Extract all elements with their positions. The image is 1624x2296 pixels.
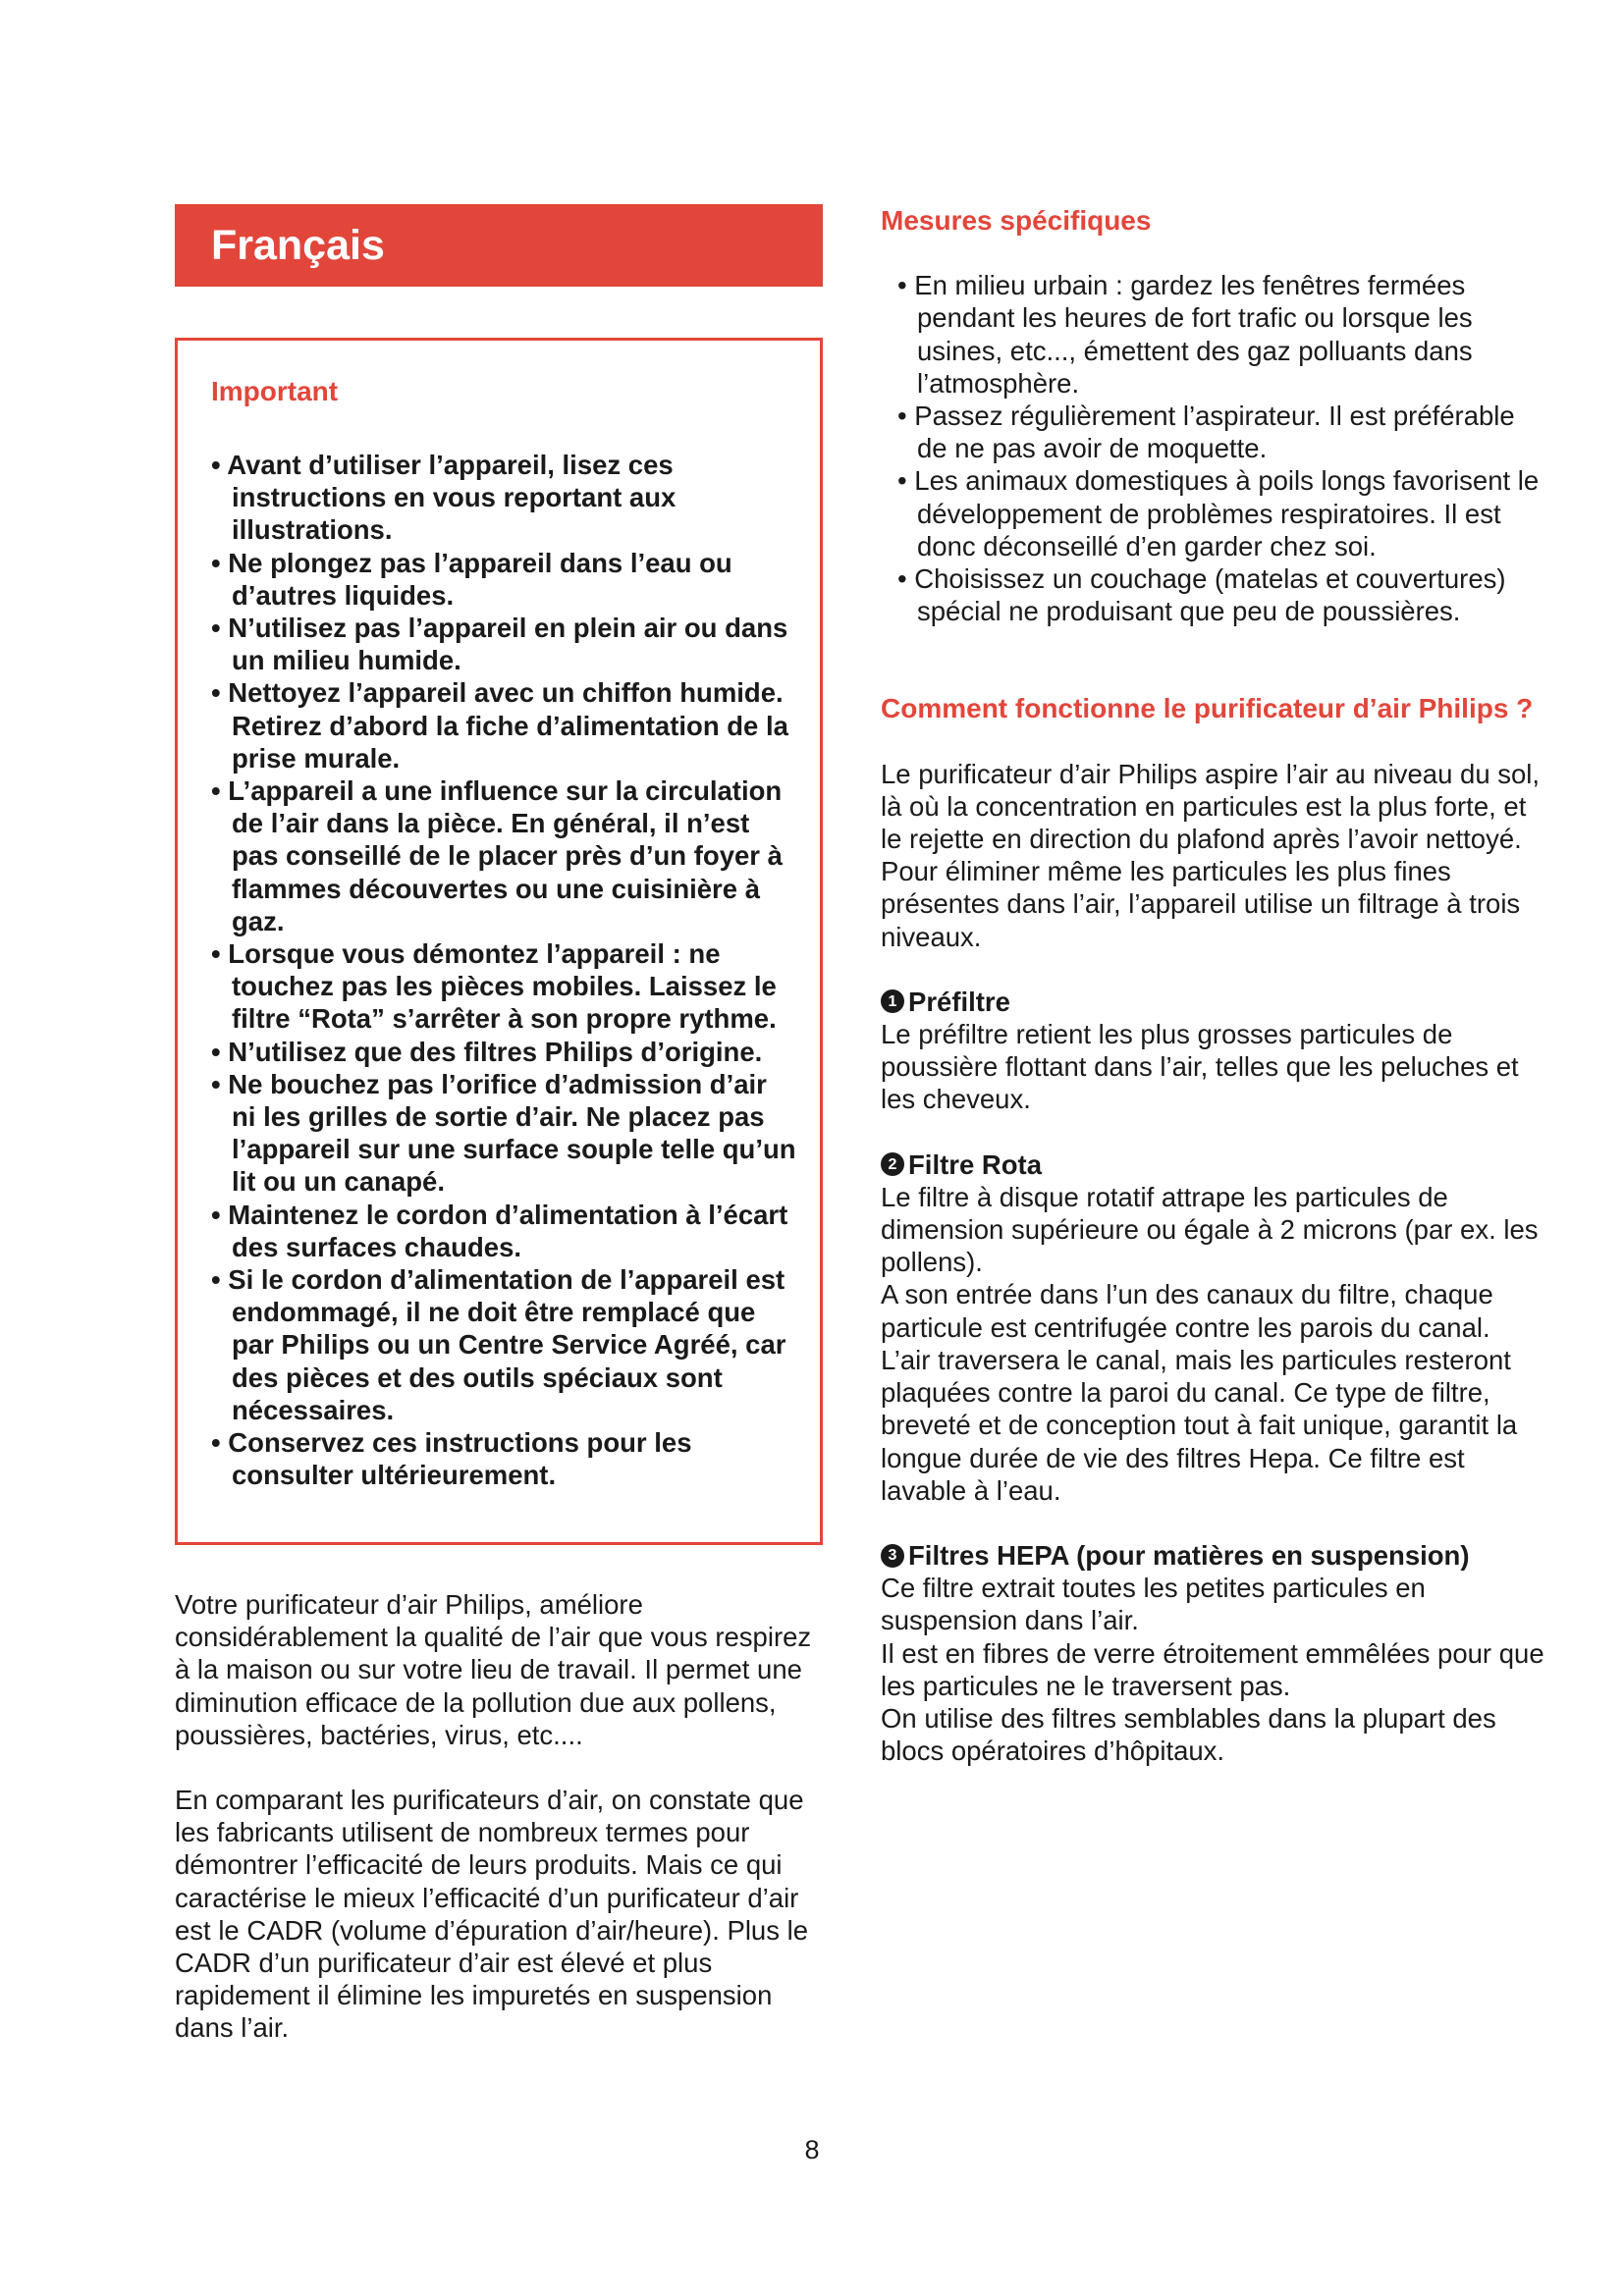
filter-title: Filtres HEPA (pour matières en suspension) (908, 1539, 1470, 1571)
how-it-works-heading: Comment fonctionne le purificateur d’air Philips ? (881, 693, 1534, 724)
number-three-icon: 3 (881, 1544, 904, 1568)
important-item: • Avant d’utiliser l’appareil, lisez ces instructions en vous reportant aux illustrations. (211, 449, 796, 547)
important-item: • N’utilisez que des filtres Philips d’origine. (211, 1036, 796, 1068)
intro-paragraph: En comparant les purificateurs d’air, on constate que les fabricants utilisent de nombreux termes pour démontrer l’efficacité de leurs produits. Mais ce qui caractérise le mieux l’efficacité d’un purificateur d’air est le CADR (volume d’épuration d’air/heure). Plus le CADR d’un purificateur d’air est élevé et plus rapidement il élimine les impuretés en suspension dans l’air. (175, 1785, 809, 2044)
important-item: • N’utilisez pas l’appareil en plein air ou dans un milieu humide. (211, 612, 796, 676)
filter-title: Filtre Rota (908, 1148, 1042, 1180)
measures-heading: Mesures spécifiques (881, 205, 1152, 236)
measures-list (881, 269, 1548, 627)
filter-prefilter (881, 986, 1548, 1116)
filter-paragraph: Il est en fibres de verre étroitement emmêlées pour que les particules ne le traversent pas. (881, 1637, 1544, 1701)
intro-paragraph: Votre purificateur d’air Philips, améliore considérablement la qualité de l’air que vous respirez à la maison ou sur votre lieu de travail. Il permet une diminution efficace de la pollution due aux pollens, poussières, bactéries, virus, etc.... (175, 1589, 812, 1750)
filter-title: Préfiltre (908, 986, 1010, 1017)
important-item: • Nettoyez l’appareil avec un chiffon humide. Retirez d’abord la fiche d’alimentation de la prise murale. (211, 676, 796, 774)
filter-heading (881, 1539, 1548, 1572)
important-item: • L’appareil a une influence sur la circulation de l’air dans la pièce. En général, il n’est pas conseillé de le placer près d’un foyer à flammes découvertes ou une cuisinière à gaz. (211, 774, 796, 937)
left-column (175, 204, 823, 2045)
measure-item: • En milieu urbain : gardez les fenêtres fermées pendant les heures de fort trafic ou lorsque les usines, etc..., émettent des gaz polluants dans l’atmosphère. (881, 269, 1548, 400)
filter-paragraph: Le filtre à disque rotatif attrape les particules de dimension supérieure ou égale à 2 microns (par ex. les pollens). (881, 1181, 1539, 1278)
important-box (175, 338, 823, 1545)
measure-item: • Passez régulièrement l’aspirateur. Il est préférable de ne pas avoir de moquette. (881, 400, 1548, 464)
important-item: • Ne bouchez pas l’orifice d’admission d’air ni les grilles de sortie d’air. Ne placez pas l’appareil sur une surface souple telle qu’un lit ou un canapé. (211, 1068, 796, 1199)
filter-paragraph: A son entrée dans l’un des canaux du filtre, chaque particule est centrifugée contre les parois du canal. (881, 1279, 1493, 1343)
measure-item: • Les animaux domestiques à poils longs favorisent le développement de problèmes respiratoires. Il est donc déconseillé d’en garder chez soi. (881, 464, 1548, 562)
filter-paragraph: Le préfiltre retient les plus grosses particules de poussière flottant dans l’air, telles que les peluches et les cheveux. (881, 1019, 1519, 1115)
number-two-icon: 2 (881, 1152, 904, 1176)
filter-paragraph: L’air traversera le canal, mais les particules resteront plaquées contre la paroi du canal. Ce type de filtre, breveté et de conception tout à fait unique, garantit la longue durée de vie des filtres Hepa. Ce filtre est lavable à l’eau. (881, 1344, 1518, 1506)
filter-rota (881, 1148, 1548, 1507)
important-item: • Si le cordon d’alimentation de l’appareil est endommagé, il ne doit être remplacé que par Philips ou un Centre Service Agréé, car des pièces et des outils spéciaux sont nécessaires. (211, 1263, 796, 1426)
how-paragraph: Pour éliminer même les particules les plus fines présentes dans l’air, l’appareil utilise un filtrage à trois niveaux. (881, 856, 1521, 952)
right-column (881, 204, 1548, 1767)
filter-hepa (881, 1539, 1548, 1767)
important-item: • Lorsque vous démontez l’appareil : ne touchez pas les pièces mobiles. Laissez le filtre “Rota” s’arrêter à son propre rythme. (211, 937, 796, 1036)
important-item: • Conservez ces instructions pour les consulter ultérieurement. (211, 1426, 796, 1491)
filter-paragraph: On utilise des filtres semblables dans la plupart des blocs opératoires d’hôpitaux. (881, 1702, 1496, 1767)
filter-paragraph: Ce filtre extrait toutes les petites particules en suspension dans l’air. (881, 1573, 1426, 1636)
how-paragraph: Le purificateur d’air Philips aspire l’air au niveau du sol, là où la concentration en particules est la plus forte, et le rejette en direction du plafond après l’avoir nettoyé. (881, 758, 1541, 855)
important-title: Important (211, 376, 339, 406)
filter-heading (881, 1148, 1548, 1181)
page-number: 8 (804, 2135, 820, 2164)
language-banner: Français (175, 204, 823, 287)
filter-heading (881, 986, 1548, 1018)
measure-item: • Choisissez un couchage (matelas et couvertures) spécial ne produisant que peu de poussières. (881, 562, 1548, 627)
important-item: • Maintenez le cordon d’alimentation à l’écart des surfaces chaudes. (211, 1199, 796, 1263)
number-one-icon: 1 (881, 989, 904, 1013)
important-list (211, 449, 796, 1492)
important-item: • Ne plongez pas l’appareil dans l’eau ou d’autres liquides. (211, 547, 796, 612)
